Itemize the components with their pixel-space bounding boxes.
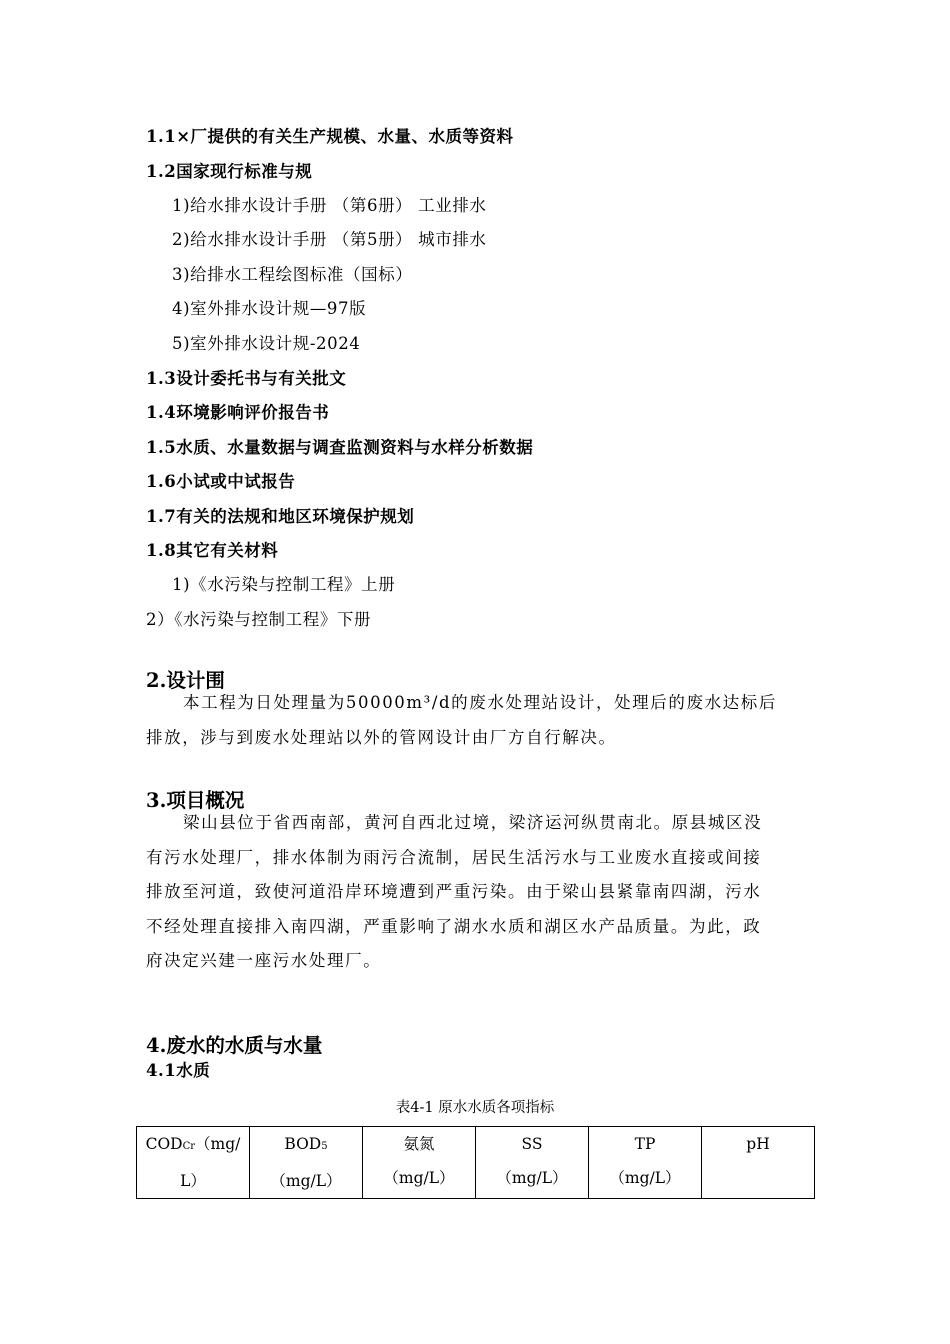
header-main: SS xyxy=(521,1135,543,1153)
section-3-paragraph xyxy=(146,806,806,979)
paragraph-line: 府决定兴建一座污水处理厂。 xyxy=(146,951,382,970)
ref-1-6: 1.6小试或中试报告 xyxy=(146,472,296,491)
paragraph-line: 不经处理直接排入南四湖，严重影响了湖水水质和湖区水产品质量。为此，政 xyxy=(146,916,762,936)
header-cell-tp xyxy=(589,1127,702,1199)
section-3-heading: 3.项目概况 xyxy=(146,789,245,812)
paragraph-line: 梁山县位于省西南部，黄河自西北过境，梁济运河纵贯南北。原县城区没 xyxy=(183,813,763,832)
section-4-1-heading: 4.1水质 xyxy=(146,1061,211,1080)
ref-1-4: 1.4环境影响评价报告书 xyxy=(146,403,330,422)
header-main: 氨氮 xyxy=(403,1135,435,1153)
header-unit: （mg/L） xyxy=(496,1169,568,1187)
paragraph-line: 排放，涉与到废水处理站以外的管网设计由厂方自行解决。 xyxy=(146,727,617,747)
header-main: COD xyxy=(145,1135,183,1153)
header-main: TP xyxy=(634,1135,656,1153)
section-4-heading: 4.废水的水质与水量 xyxy=(146,1034,323,1057)
header-cell-ph xyxy=(702,1127,815,1199)
ref-1-2: 1.2国家现行标准与规 xyxy=(146,162,313,181)
header-cell-cod xyxy=(137,1127,250,1199)
header-line xyxy=(137,1127,249,1164)
header-unit: （mg/L） xyxy=(270,1172,342,1190)
header-unit: （mg/L） xyxy=(383,1169,455,1187)
ref-1-2-item: 1)给水排水设计手册 （第6册） 工业排水 xyxy=(172,196,487,215)
paragraph-line: 排放至河道，致使河道沿岸环境遭到严重污染。由于梁山县紧靠南四湖，污水 xyxy=(146,882,762,901)
section-2-paragraph xyxy=(146,686,806,755)
ref-1-1: 1.1×厂提供的有关生产规模、水量、水质等资料 xyxy=(146,127,514,146)
ref-1-8-item: 1)《水污染与控制工程》上册 xyxy=(172,575,396,594)
header-cell-bod xyxy=(250,1127,363,1199)
header-main: BOD xyxy=(284,1135,322,1153)
table-header-row xyxy=(137,1127,815,1199)
ref-1-2-item: 4)室外排水设计规—97版 xyxy=(172,299,367,318)
ref-1-8: 1.8其它有关材料 xyxy=(146,541,279,560)
paragraph-line: 本工程为日处理量为50000m³/d的废水处理站设计，处理后的废水达标后 xyxy=(183,693,777,712)
ref-1-2-item: 5)室外排水设计规-2024 xyxy=(172,334,361,353)
header-subscript: 5 xyxy=(321,1141,328,1152)
header-main: pH xyxy=(746,1135,770,1153)
header-unit: （mg/L） xyxy=(609,1169,681,1187)
header-subscript: Cr xyxy=(182,1141,196,1152)
header-unit: L） xyxy=(180,1172,206,1190)
ref-1-7: 1.7有关的法规和地区环境保护规划 xyxy=(146,507,415,526)
section-2-heading: 2.设计围 xyxy=(146,669,225,692)
ref-1-8-item: 2）《水污染与控制工程》下册 xyxy=(146,610,372,629)
header-rest: （mg/ xyxy=(195,1135,241,1153)
ref-1-2-item: 2)给水排水设计手册 （第5册） 城市排水 xyxy=(172,230,487,249)
paragraph-line: 有污水处理厂，排水体制为雨污合流制，居民生活污水与工业废水直接或间接 xyxy=(146,847,762,867)
ref-1-5: 1.5水质、水量数据与调查监测资料与水样分析数据 xyxy=(146,438,534,457)
ref-1-2-item: 3)给排水工程绘图标准（国标） xyxy=(172,265,413,284)
header-cell-ammonia xyxy=(363,1127,476,1199)
ref-1-3: 1.3设计委托书与有关批文 xyxy=(146,369,347,388)
water-quality-table xyxy=(136,1126,815,1199)
table-caption: 表4-1 原水水质各项指标 xyxy=(395,1100,555,1116)
header-line xyxy=(250,1127,362,1164)
header-cell-ss xyxy=(476,1127,589,1199)
